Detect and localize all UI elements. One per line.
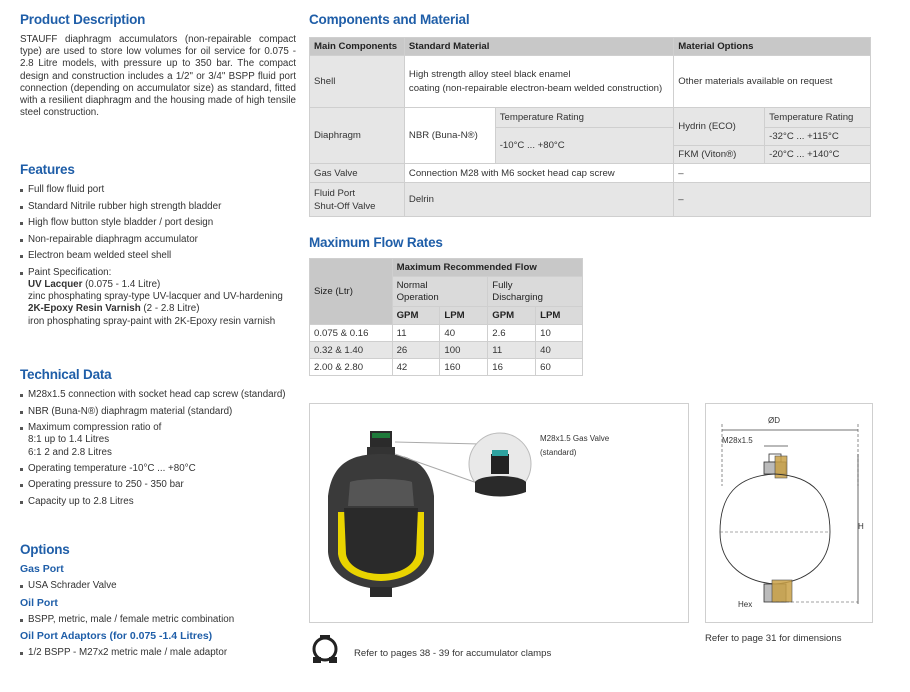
- col-standard-material: Standard Material: [404, 38, 673, 56]
- cutaway-figure: [309, 403, 689, 623]
- flow-table: Size (Ltr) Maximum Recommended Flow Normal Operation Fully Discharging GPM LPM GPM LPM 0.075 & 0.16 11 40 2.6 10 0.32 & 1.40 26 100 11 40 2.00 & 2.80 42 160 16 60: [309, 258, 583, 376]
- product-description-title: Product Description: [20, 12, 146, 27]
- features-title: Features: [20, 162, 75, 177]
- uv-lacquer-label: UV Lacquer: [28, 278, 83, 290]
- clamp-icon: [309, 634, 341, 666]
- product-description-text: STAUFF diaphragm accumulators (non-repairable compact type) are used to store low volumes for oil service for 0.075 - 2.8 Litre models, with pressure up to 350 bar. The compact design and construction includes a 1/2" or 3/4" BSPP fluid port connection (depending on accumulator size) as standard, fitted with a resilient diaphragm and the housing made of high tensile steel construction.: [20, 34, 296, 119]
- adaptors-title: Oil Port Adaptors (for 0.075 -1.4 Litres): [20, 630, 213, 642]
- list-item: Full flow fluid port: [20, 184, 300, 197]
- table-row: 0.075 & 0.16 11 40 2.6 10: [310, 325, 583, 342]
- table-row: 2.00 & 2.80 42 160 16 60: [310, 359, 583, 376]
- dimensions-reference: Refer to page 31 for dimensions: [705, 633, 842, 644]
- list-item: High flow button style bladder / port design: [20, 217, 300, 230]
- col-main-components: Main Components: [310, 38, 405, 56]
- technical-data-title: Technical Data: [20, 367, 112, 382]
- features-section: [20, 162, 300, 332]
- dim-hex-label: Hex: [738, 600, 753, 609]
- list-item: Standard Nitrile rubber high strength bladder: [20, 201, 300, 214]
- components-title: Components and Material: [309, 12, 470, 27]
- features-list: [20, 184, 300, 328]
- table-row: Fluid Port Shut-Off Valve Delrin –: [310, 183, 871, 217]
- flow-title: Maximum Flow Rates: [309, 235, 443, 250]
- epoxy-label: 2K-Epoxy Resin Varnish: [28, 303, 141, 315]
- list-item: Operating temperature -10°C ... +80°C: [20, 463, 305, 476]
- list-item: NBR (Buna-N®) diaphragm material (standard): [20, 406, 305, 419]
- options-section: [20, 542, 305, 664]
- epoxy-range: (2 - 2.8 Litre): [140, 303, 200, 315]
- list-item: BSPP, metric, male / female metric combination: [20, 614, 305, 627]
- table-row: Gas Valve Connection M28 with M6 socket head cap screw –: [310, 164, 871, 183]
- col-size: Size (Ltr): [310, 259, 393, 325]
- list-item: M28x1.5 connection with socket head cap screw (standard): [20, 389, 305, 402]
- list-item: Non-repairable diaphragm accumulator: [20, 234, 300, 247]
- clamps-reference: Refer to pages 38 - 39 for accumulator clamps: [354, 648, 552, 659]
- col-material-options: Material Options: [674, 38, 871, 56]
- paint-spec-item: [20, 267, 300, 328]
- list-item: Capacity up to 2.8 Litres: [20, 496, 305, 509]
- components-table: [309, 37, 871, 217]
- technical-data-list: [20, 389, 305, 508]
- compression-item: Maximum compression ratio of 8:1 up to 1.4 Litres 6:1 2 and 2.8 Litres: [20, 422, 305, 459]
- dim-od-label: ØD: [768, 416, 780, 425]
- list-item: Electron beam welded steel shell: [20, 250, 300, 263]
- dim-h-label: H: [858, 522, 864, 531]
- list-item: Operating pressure to 250 - 350 bar: [20, 479, 305, 492]
- uv-lacquer-range: (0.075 - 1.4 Litre): [82, 278, 161, 290]
- technical-data-section: [20, 367, 305, 512]
- table-row: Diaphragm NBR (Buna-N®) Temperature Rating Hydrin (ECO) Temperature Rating: [310, 108, 871, 128]
- paint-spec-label: Paint Specification:: [28, 266, 112, 278]
- col-max-flow: Maximum Recommended Flow: [392, 259, 582, 277]
- table-row: 0.32 & 1.40 26 100 11 40: [310, 342, 583, 359]
- list-item: 1/2 BSPP - M27x2 metric male / male adaptor: [20, 647, 305, 660]
- epoxy-desc: iron phosphating spray-paint with 2K-Epoxy resin varnish: [28, 315, 276, 327]
- table-row: FKM (Viton®) -20°C ... +140°C: [310, 146, 871, 164]
- gas-valve-callout: M28x1.5 Gas Valve (standard): [540, 434, 610, 457]
- accumulator-cutaway-image: [310, 404, 688, 622]
- table-row: Shell High strength alloy steel black enamel coating (non-repairable electron-beam welded construction) Other materials available on request: [310, 56, 871, 108]
- list-item: USA Schrader Valve: [20, 580, 305, 593]
- uv-lacquer-desc: zinc phosphating spray-type UV-lacquer and UV-hardening: [28, 291, 283, 303]
- gas-port-title: Gas Port: [20, 563, 64, 575]
- dimension-figure: [705, 403, 873, 623]
- table-row: -10°C ... +80°C -32°C ... +115°C: [310, 128, 871, 146]
- product-description-section: [20, 12, 296, 119]
- dim-m28-label: M28x1.5: [722, 436, 753, 445]
- options-title: Options: [20, 542, 70, 557]
- oil-port-title: Oil Port: [20, 596, 58, 609]
